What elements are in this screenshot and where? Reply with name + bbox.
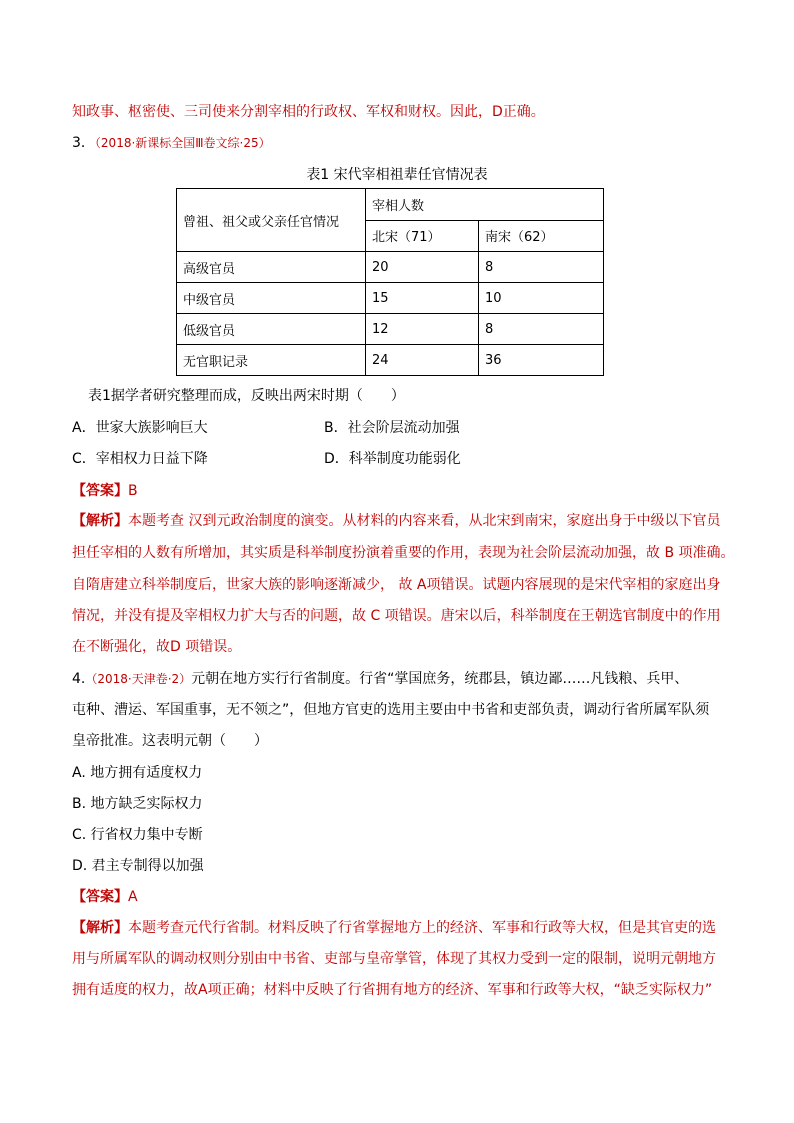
column-header-south: 南宋（62） [479, 220, 604, 252]
option-b: B．社会阶层流动加强 [324, 420, 460, 436]
group-header-cell: 宰相人数 [366, 189, 604, 221]
row-label: 中级官员 [177, 283, 366, 314]
answer-label: 【答案】 [72, 483, 128, 499]
analysis-line: 用与所属军队的调动权则分别由中书省、吏部与皇帝掌管，体现了其权力受到一定的限制，说明元朝地方 [72, 951, 716, 967]
row-label: 无官职记录 [177, 345, 366, 376]
option-b: B. 地方缺乏实际权力 [72, 796, 203, 812]
question-number: 3． [72, 135, 95, 151]
data-table [176, 188, 604, 376]
question-3-header [72, 133, 271, 153]
analysis-line: 在不断强化，故D 项错误。 [72, 639, 242, 655]
analysis-line: 拥有适度的权力，故A项正确；材料中反映了行省拥有地方的经济、军事和行政等大权，“缺乏实际权力” [72, 982, 713, 998]
cell-value: 15 [366, 283, 479, 314]
answer-line [72, 887, 138, 907]
question-source: （2018·天津卷·2） [85, 672, 192, 686]
row-label: 高级官员 [177, 252, 366, 283]
question-3-stem: 表1据学者研究整理而成，反映出两宋时期（ ） [88, 388, 405, 404]
row-header-cell: 曾祖、祖父或父亲任官情况 [177, 189, 366, 252]
option-c: C. 行省权力集中专断 [72, 827, 203, 843]
cell-value: 20 [366, 252, 479, 283]
analysis-text: 本题考查元代行省制。材料反映了行省掌握地方上的经济、军事和行政等大权，但是其官吏的选 [128, 920, 716, 936]
analysis-label: 【解析】 [72, 513, 128, 529]
question-stem: 元朝在地方实行行省制度。行省“掌国庶务，统郡县，镇边鄙……凡钱粮、兵甲、 [191, 671, 689, 687]
cell-value: 10 [479, 283, 604, 314]
table-caption: 表1 宋代宰相祖辈任官情况表 [306, 167, 488, 183]
cell-value: 24 [366, 345, 479, 376]
analysis-line: 自隋唐建立科举制度后，世家大族的影响逐渐减少， 故 A项错误。试题内容展现的是宋代宰相的家庭出身 [72, 577, 721, 593]
analysis-line: 担任宰相的人数有所增加，其实质是科举制度扮演着重要的作用，表现为社会阶层流动加强，故 B 项准确。 [72, 545, 735, 561]
cell-value: 8 [479, 314, 604, 345]
cell-value: 8 [479, 252, 604, 283]
question-stem-line: 皇帝批准。这表明元朝（ ） [72, 733, 268, 749]
question-stem-line: 屯种、漕运、军国重事，无不领之”，但地方官吏的选用主要由中书省和吏部负责，调动行省所属军队须 [72, 702, 710, 718]
analysis-line: 情况，并没有提及宰相权力扩大与否的问题，故 C 项错误。唐宋以后，科举制度在王朝选官制度中的作用 [72, 608, 721, 624]
option-c: C．宰相权力日益下降 [72, 451, 208, 467]
answer-label: 【答案】 [72, 889, 128, 905]
analysis-text: 本题考查 汉到元政治制度的演变。从材料的内容来看，从北宋到南宋，家庭出身于中级以下官员 [128, 513, 721, 529]
option-d: D．科举制度功能弱化 [324, 451, 461, 467]
analysis-line [72, 511, 720, 531]
answer-line [72, 481, 138, 501]
option-d: D. 君主专制得以加强 [72, 858, 204, 874]
answer-value: A [128, 889, 138, 905]
table-row [177, 252, 604, 283]
option-a: A．世家大族影响巨大 [72, 420, 208, 436]
analysis-label: 【解析】 [72, 920, 128, 936]
table-row [177, 314, 604, 345]
analysis-line [72, 918, 716, 938]
table-row [177, 283, 604, 314]
option-a: A. 地方拥有适度权力 [72, 765, 203, 781]
row-label: 低级官员 [177, 314, 366, 345]
cell-value: 36 [479, 345, 604, 376]
question-4-header [72, 669, 688, 689]
question-source: （2018·新课标全国Ⅲ卷文综·25） [94, 136, 271, 150]
question-number: 4. [72, 671, 86, 687]
prev-analysis-tail: 知政事、枢密使、三司使来分割宰相的行政权、军权和财权。因此，D正确。 [72, 104, 545, 120]
column-header-north: 北宋（71） [366, 220, 479, 252]
cell-value: 12 [366, 314, 479, 345]
table-row [177, 345, 604, 376]
answer-value: B [128, 483, 138, 499]
